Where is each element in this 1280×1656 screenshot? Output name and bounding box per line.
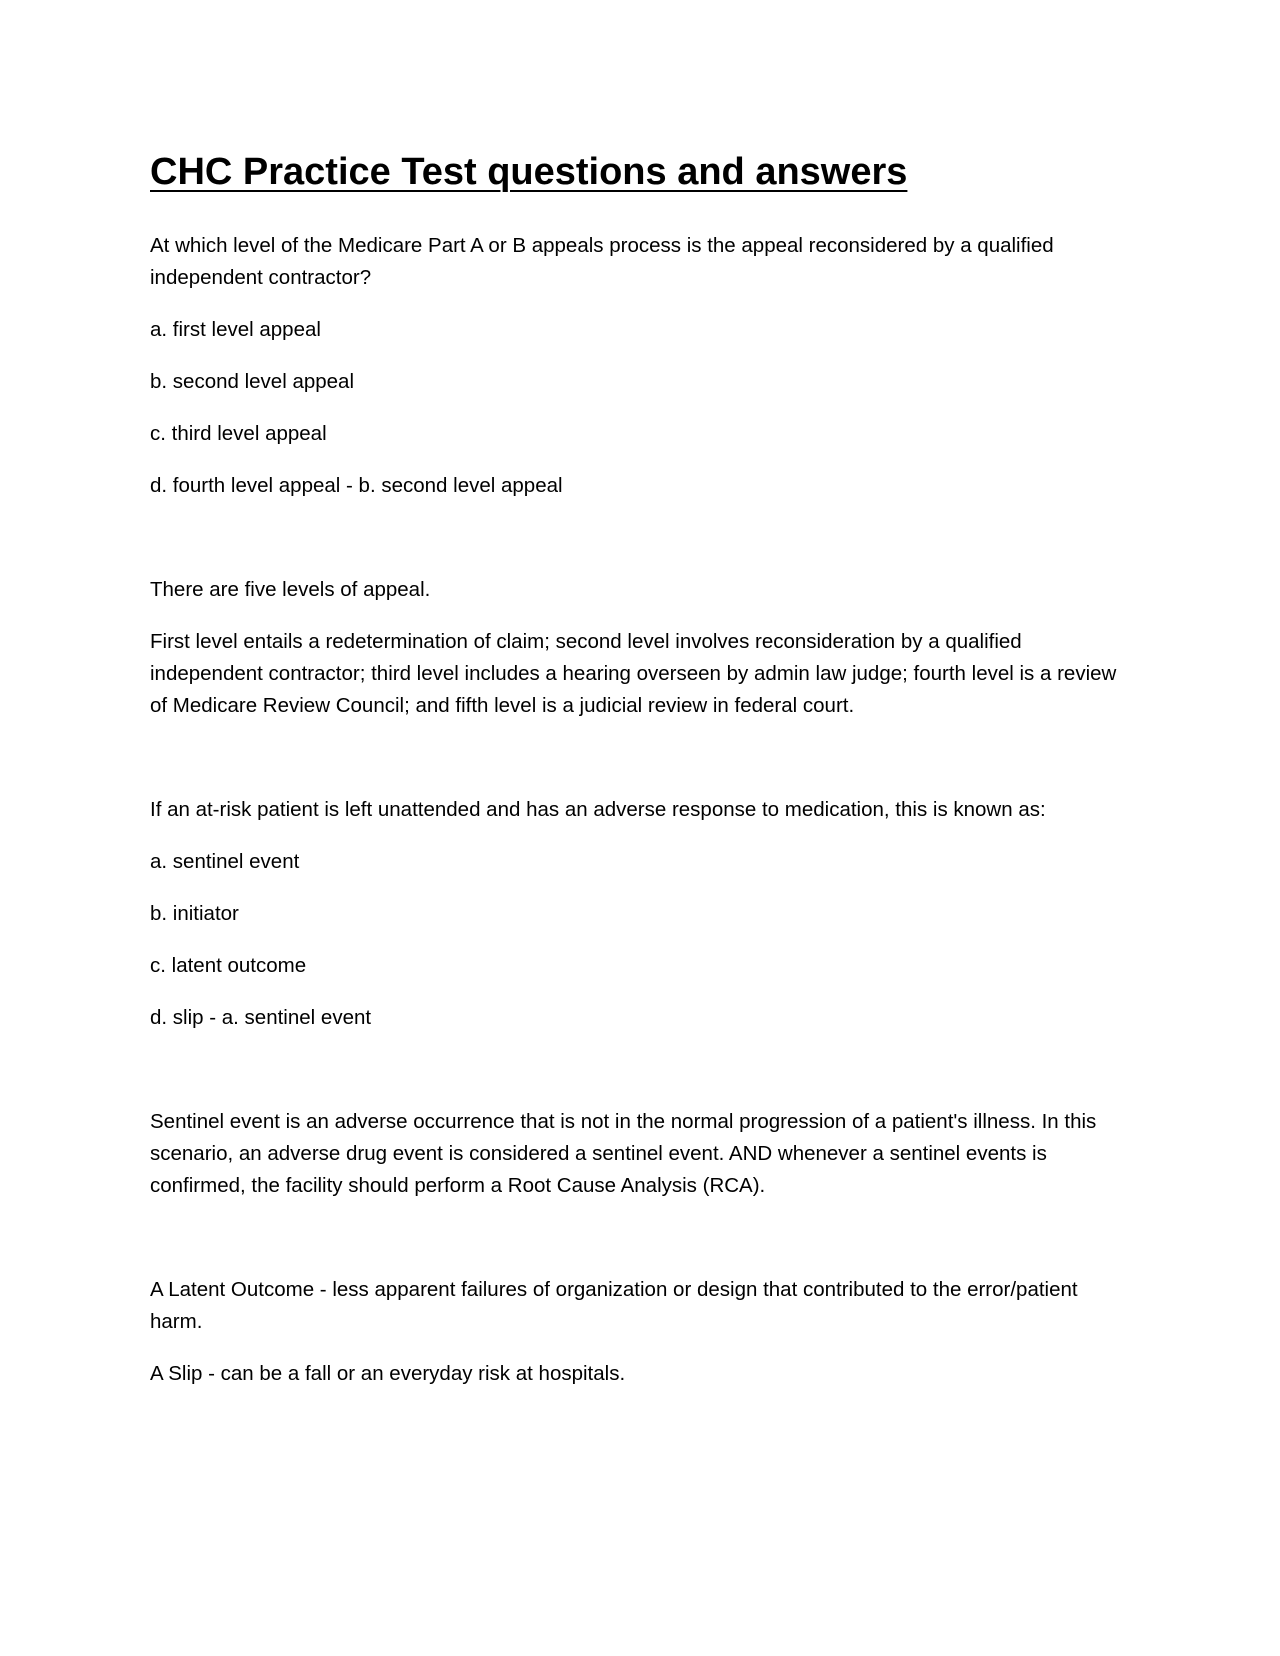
section-spacer bbox=[150, 1222, 1130, 1274]
question-2-note-latent-outcome: A Latent Outcome - less apparent failures of organization or design that contributed to the error/patient harm. bbox=[150, 1277, 1078, 1333]
question-1-option-b: b. second level appeal bbox=[150, 369, 355, 393]
question-1-option-d-answer: d. fourth level appeal - b. second level appeal bbox=[150, 473, 563, 497]
question-2-note-slip: A Slip - can be a fall or an everyday risk at hospitals. bbox=[150, 1361, 626, 1385]
question-1-option-c: c. third level appeal bbox=[150, 421, 327, 445]
question-2-option-d-answer: d. slip - a. sentinel event bbox=[150, 1005, 372, 1029]
question-1-explanation-intro: There are five levels of appeal. bbox=[150, 577, 431, 601]
question-2-explanation: Sentinel event is an adverse occurrence that is not in the normal progression of a patient's illness. In this scenario, an adverse drug event is considered a sentinel event. AND whenever a sentinel events is confirmed, the facility should perform a Root Cause Analysis (RCA). bbox=[150, 1109, 1097, 1197]
question-1-text: At which level of the Medicare Part A or B appeals process is the appeal reconsidered by a qualified independent contractor? bbox=[150, 233, 1054, 289]
question-1-option-a: a. first level appeal bbox=[150, 317, 321, 341]
section-spacer bbox=[150, 742, 1130, 794]
section-spacer bbox=[150, 522, 1130, 574]
question-2-option-c: c. latent outcome bbox=[150, 953, 307, 977]
question-2-text: If an at-risk patient is left unattended and has an adverse response to medication, this is known as: bbox=[150, 797, 1046, 821]
question-2-option-a: a. sentinel event bbox=[150, 849, 300, 873]
document-title: CHC Practice Test questions and answers bbox=[150, 151, 908, 193]
question-2-option-b: b. initiator bbox=[150, 901, 239, 925]
question-1-explanation-detail: First level entails a redetermination of claim; second level involves reconsideration by a qualified independent contractor; third level includes a hearing overseen by admin law judge; fourth level is a review of Medicare Review Council; and fifth level is a judicial review in federal court. bbox=[150, 629, 1117, 717]
section-spacer bbox=[150, 1054, 1130, 1106]
